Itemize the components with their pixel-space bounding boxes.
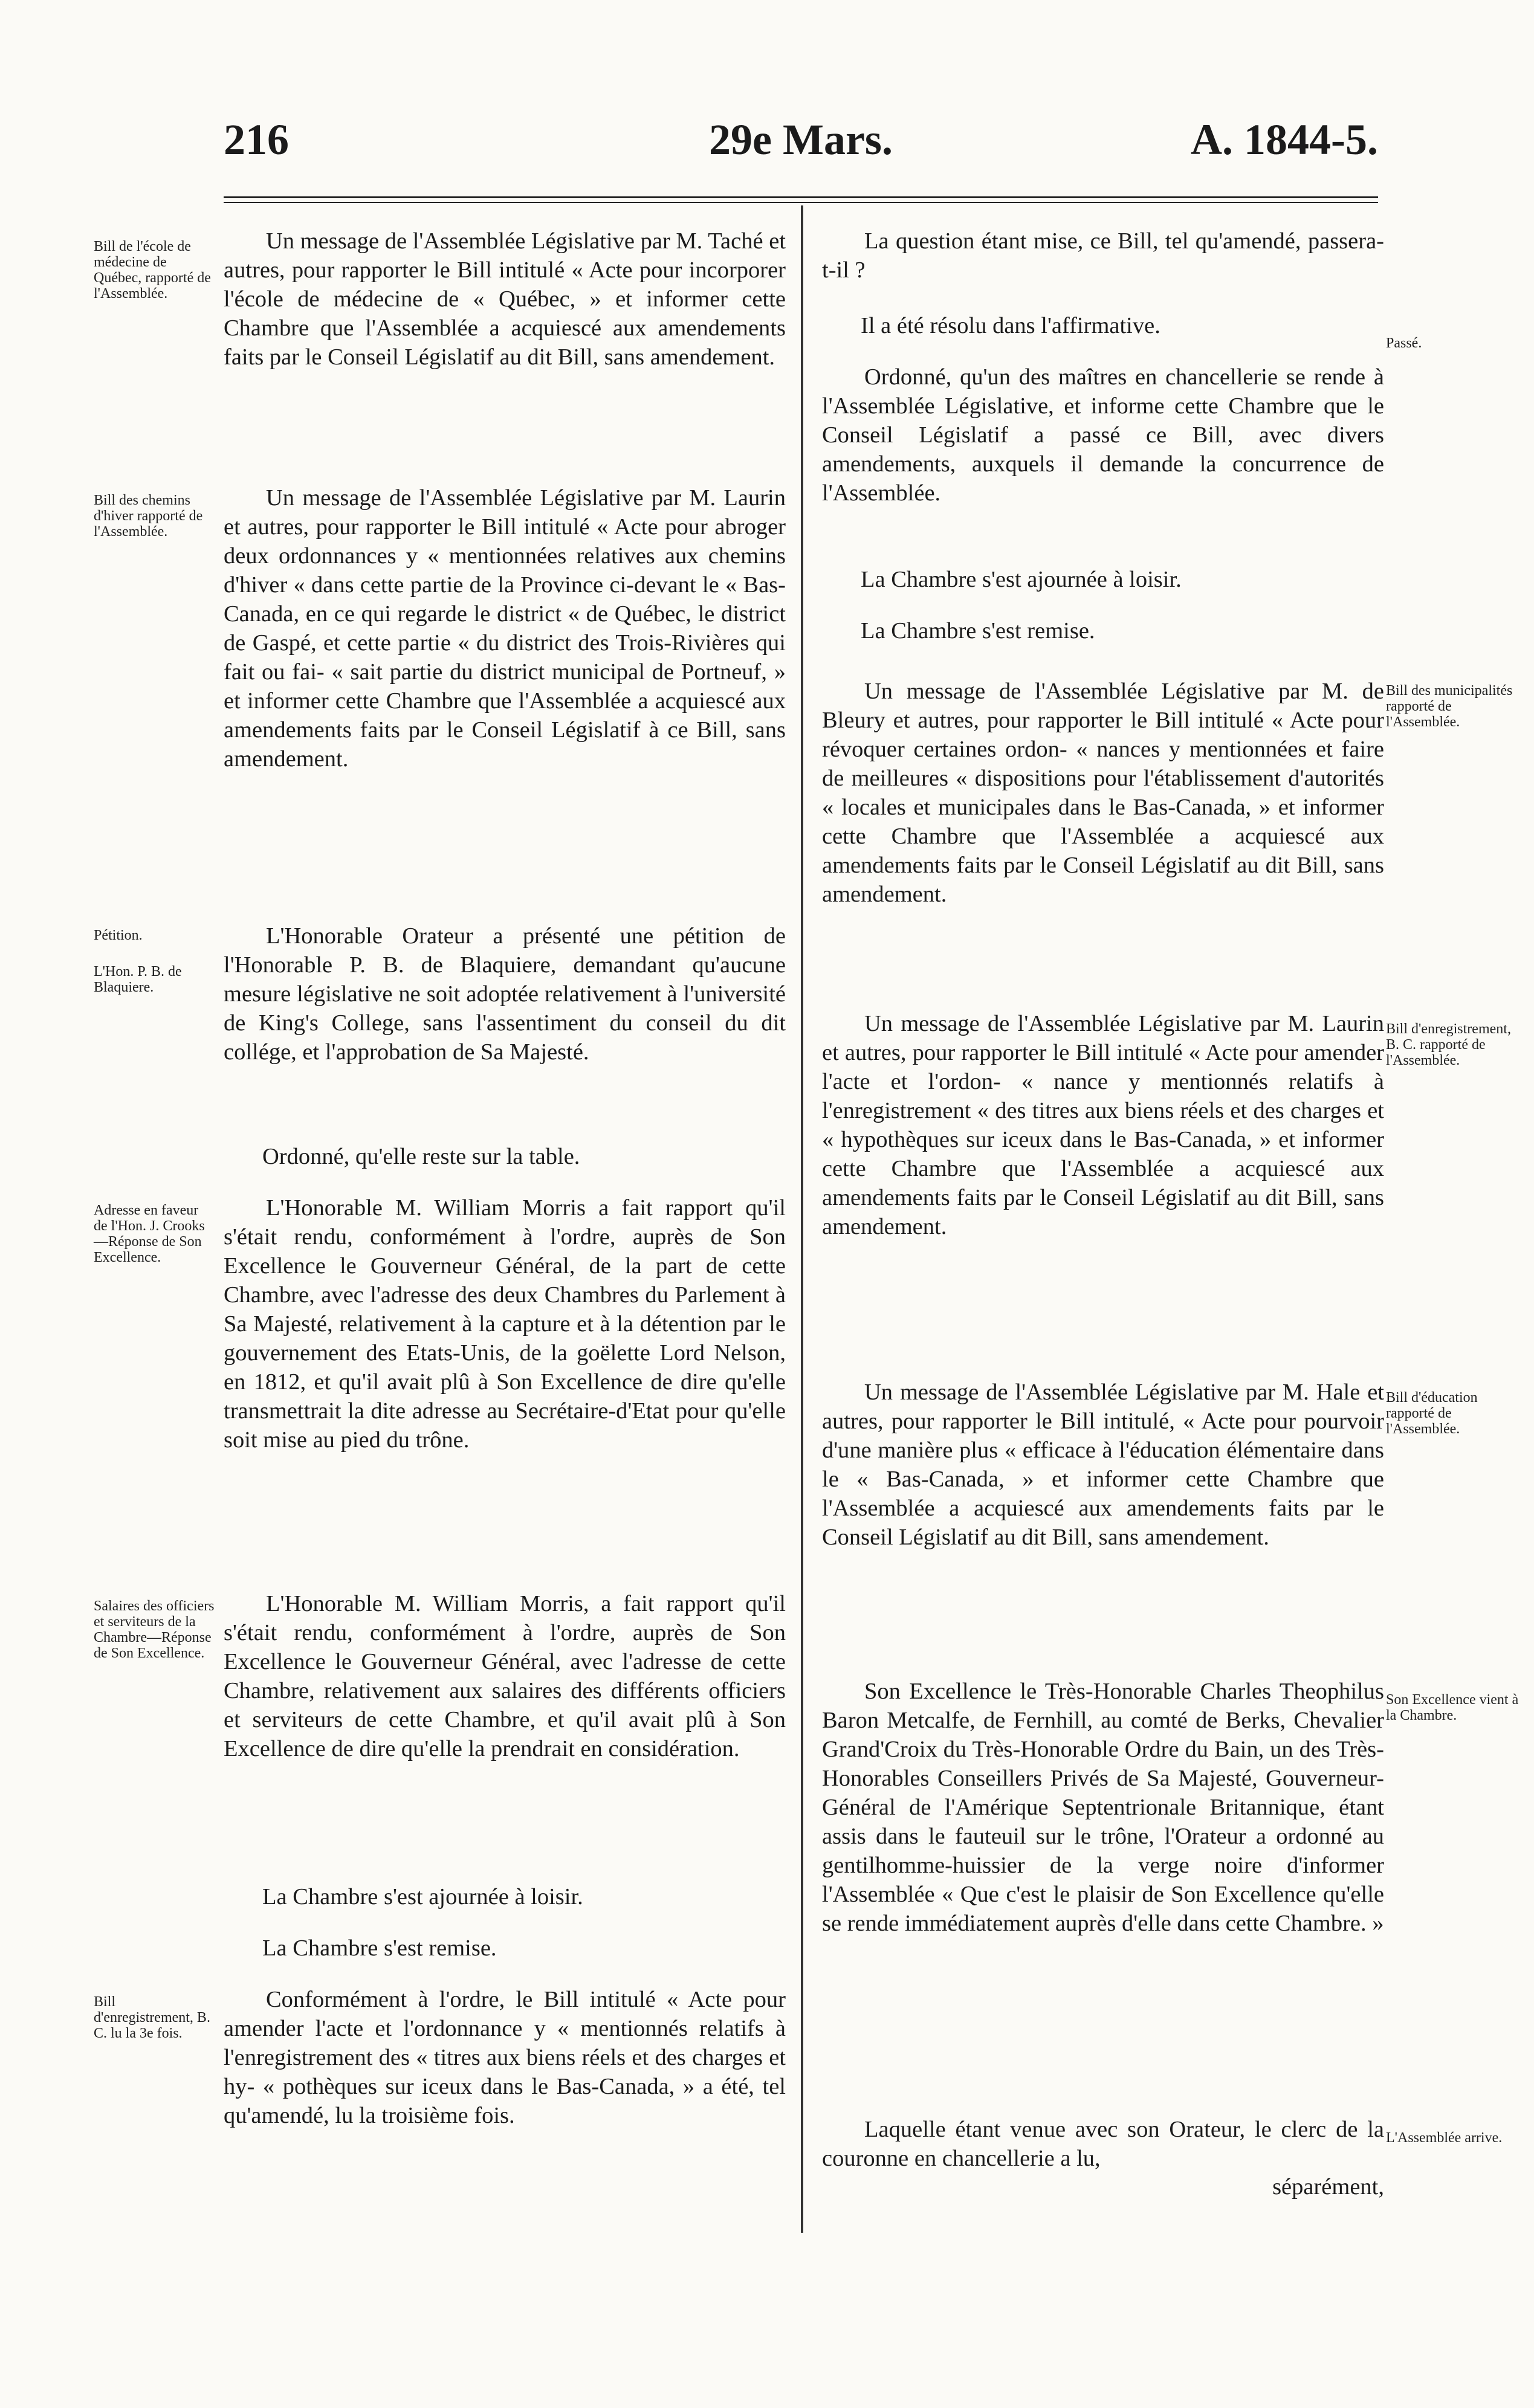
page-number: 216	[224, 115, 289, 164]
paragraph: Conformément à l'ordre, le Bill intitulé « Acte pour amender l'acte et l'ordonnance y « mentionnés relatifs à l'enregistrement des « titres aux biens réels et des charges et hy- « pothèques sur iceux dans le Bas-Canada, » a été, tel qu'amendé, lu la troisième fois.	[224, 1987, 786, 2128]
margin-note: Passé.	[1386, 335, 1422, 351]
page-year: A. 1844-5.	[1191, 115, 1378, 164]
margin-note: Bill de l'école de médecine de Québec, rapporté de l'Assemblée.	[94, 239, 211, 302]
column-divider	[801, 205, 803, 2233]
paragraph: L'Honorable M. William Morris, a fait rapport qu'il s'était rendu, conformément à l'ordre, auprès de Son Excellence le Gouverneur Général, avec l'adresse de cette Chambre, relativement aux salaires des différents officiers et serviteurs de cette Chambre, et qu'il avait plû à Son Excellence de dire qu'elle la prendrait en considération.	[224, 1591, 786, 1761]
paragraph: Un message de l'Assemblée Législative par M. Taché et autres, pour rapporter le Bill intitulé « Acte pour incorporer l'école de médecine de « Québec, » et informer cette Chambre que l'Assemblée a acquiescé aux amendements faits par le Conseil Législatif au dit Bill, sans amendement.	[224, 228, 786, 370]
margin-note: Pétition.	[94, 928, 143, 943]
margin-note: L'Assemblée arrive.	[1386, 2130, 1503, 2146]
header-rule	[224, 196, 1378, 198]
paragraph: Un message de l'Assemblée Législative par M. Laurin et autres, pour rapporter le Bill intitulé « Acte pour amender l'acte et l'ordon- « nance y mentionnés relatifs à l'enregistrement « des titres aux biens réels et des charges et « hypothèques sur iceux dans le Bas-Canada, » et informer cette Chambre que l'Assemblée a acquiescé aux amendements faits par le Conseil Législatif au dit Bill, sans amendement.	[822, 1011, 1384, 1239]
paragraph: Ordonné, qu'elle reste sur la table.	[262, 1144, 580, 1169]
page-header	[224, 115, 1378, 169]
paragraph: Il a été résolu dans l'affirmative.	[861, 313, 1160, 338]
margin-note: Bill des chemins d'hiver rapporté de l'Assemblée.	[94, 492, 203, 540]
catchword: séparément,	[1272, 2174, 1384, 2200]
margin-note: Son Excellence vient à la Chambre.	[1386, 1692, 1519, 1723]
margin-note: Bill d'enregistrement, B. C. lu la 3e fois.	[94, 1994, 210, 2041]
paragraph: Un message de l'Assemblée Législative par M. Hale et autres, pour rapporter le Bill intitulé, « Acte pour pourvoir d'une manière plus « efficace à l'éducation élémentaire dans le « Bas-Canada, » et informer cette Chambre que l'Assemblée a acquiescé aux amendements faits par le Conseil Législatif au dit Bill, sans amendement.	[822, 1380, 1384, 1550]
margin-note: Adresse en faveur de l'Hon. J. Crooks—Réponse de Son Excellence.	[94, 1202, 205, 1265]
margin-note: Bill des municipalités rapporté de l'Assemblée.	[1386, 683, 1513, 730]
paragraph: Son Excellence le Très-Honorable Charles Theophilus Baron Metcalfe, de Fernhill, au comté de Berks, Chevalier Grand'Croix du Très-Honorable Ordre du Bain, un des Très-Honorables Conseillers Privés de Sa Majesté, Gouverneur-Général de l'Amérique Septentrionale Britannique, étant assis dans le fauteuil sur le trône, l'Orateur a ordonné au gentilhomme-huissier de la verge noire d'informer l'Assemblée « Que c'est le plaisir de Son Excellence qu'elle se rende immédiatement auprès d'elle dans cette Chambre. »	[822, 1679, 1384, 1936]
header-rule-thin	[224, 202, 1378, 203]
paragraph: La Chambre s'est ajournée à loisir.	[861, 567, 1182, 592]
paragraph: La question étant mise, ce Bill, tel qu'amendé, passera-t-il ?	[822, 228, 1384, 283]
paragraph: L'Honorable M. William Morris a fait rapport qu'il s'était rendu, conformément à l'ordre, auprès de Son Excellence le Gouverneur Général, de la part de cette Chambre, avec l'adresse des deux Chambres du Parlement à Sa Majesté, relativement à la capture et à la détention par le gouvernement des Etats-Unis, de la goëlette Lord Nelson, en 1812, et qu'il avait plû à Son Excellence de dire qu'elle transmettrait la dite adresse au Secrétaire-d'Etat pour qu'elle soit mise au pied du trône.	[224, 1195, 786, 1453]
margin-note: Bill d'enregistrement, B. C. rapporté de l'Assemblée.	[1386, 1021, 1511, 1068]
margin-note: Bill d'éducation rapporté de l'Assemblée.	[1386, 1390, 1478, 1437]
paragraph: La Chambre s'est ajournée à loisir.	[262, 1884, 583, 1909]
paragraph: La Chambre s'est remise.	[861, 618, 1095, 644]
paragraph: Un message de l'Assemblée Législative par M. Laurin et autres, pour rapporter le Bill intitulé « Acte pour abroger deux ordonnances y « mentionnées relatives aux chemins d'hiver « dans cette partie de la Province ci-devant le « Bas-Canada, en ce qui regarde le district « de Québec, le district de Gaspé, et cette partie « du district des Trois-Rivières qui fait ou fai- « sait partie du district municipal de Portneuf, » et informer cette Chambre que l'Assemblée a acquiescé aux amendements faits par le Conseil Législatif à ce Bill, sans amendement.	[224, 485, 786, 772]
margin-note: L'Hon. P. B. de Blaquiere.	[94, 964, 182, 995]
page-date: 29e Mars.	[709, 115, 893, 164]
paragraph: Laquelle étant venue avec son Orateur, le clerc de la couronne en chancellerie a lu,	[822, 2117, 1384, 2171]
margin-note: Salaires des officiers et serviteurs de la Chambre—Réponse de Son Excellence.	[94, 1598, 215, 1661]
paragraph: Un message de l'Assemblée Législative par M. de Bleury et autres, pour rapporter le Bill intitulé « Acte pour révoquer certaines ordon- « nances y mentionnées et faire de meilleures « dispositions pour l'établissement d'autorités « locales et municipales dans le Bas-Canada, » et informer cette Chambre que l'Assemblée a acquiescé aux amendements faits par le Conseil Législatif au dit Bill, sans amendement.	[822, 679, 1384, 907]
paragraph: La Chambre s'est remise.	[262, 1935, 497, 1961]
paragraph: Ordonné, qu'un des maîtres en chancellerie se rende à l'Assemblée Législative, et informe cette Chambre que le Conseil Législatif a passé ce Bill, avec divers amendements, auxquels il demande la concurrence de l'Assemblée.	[822, 364, 1384, 506]
paragraph: L'Honorable Orateur a présenté une pétition de l'Honorable P. B. de Blaquiere, demandant qu'aucune mesure législative ne soit adoptée relativement à l'université de King's College, sans l'assentiment du conseil du dit collége, et l'approbation de Sa Majesté.	[224, 923, 786, 1065]
